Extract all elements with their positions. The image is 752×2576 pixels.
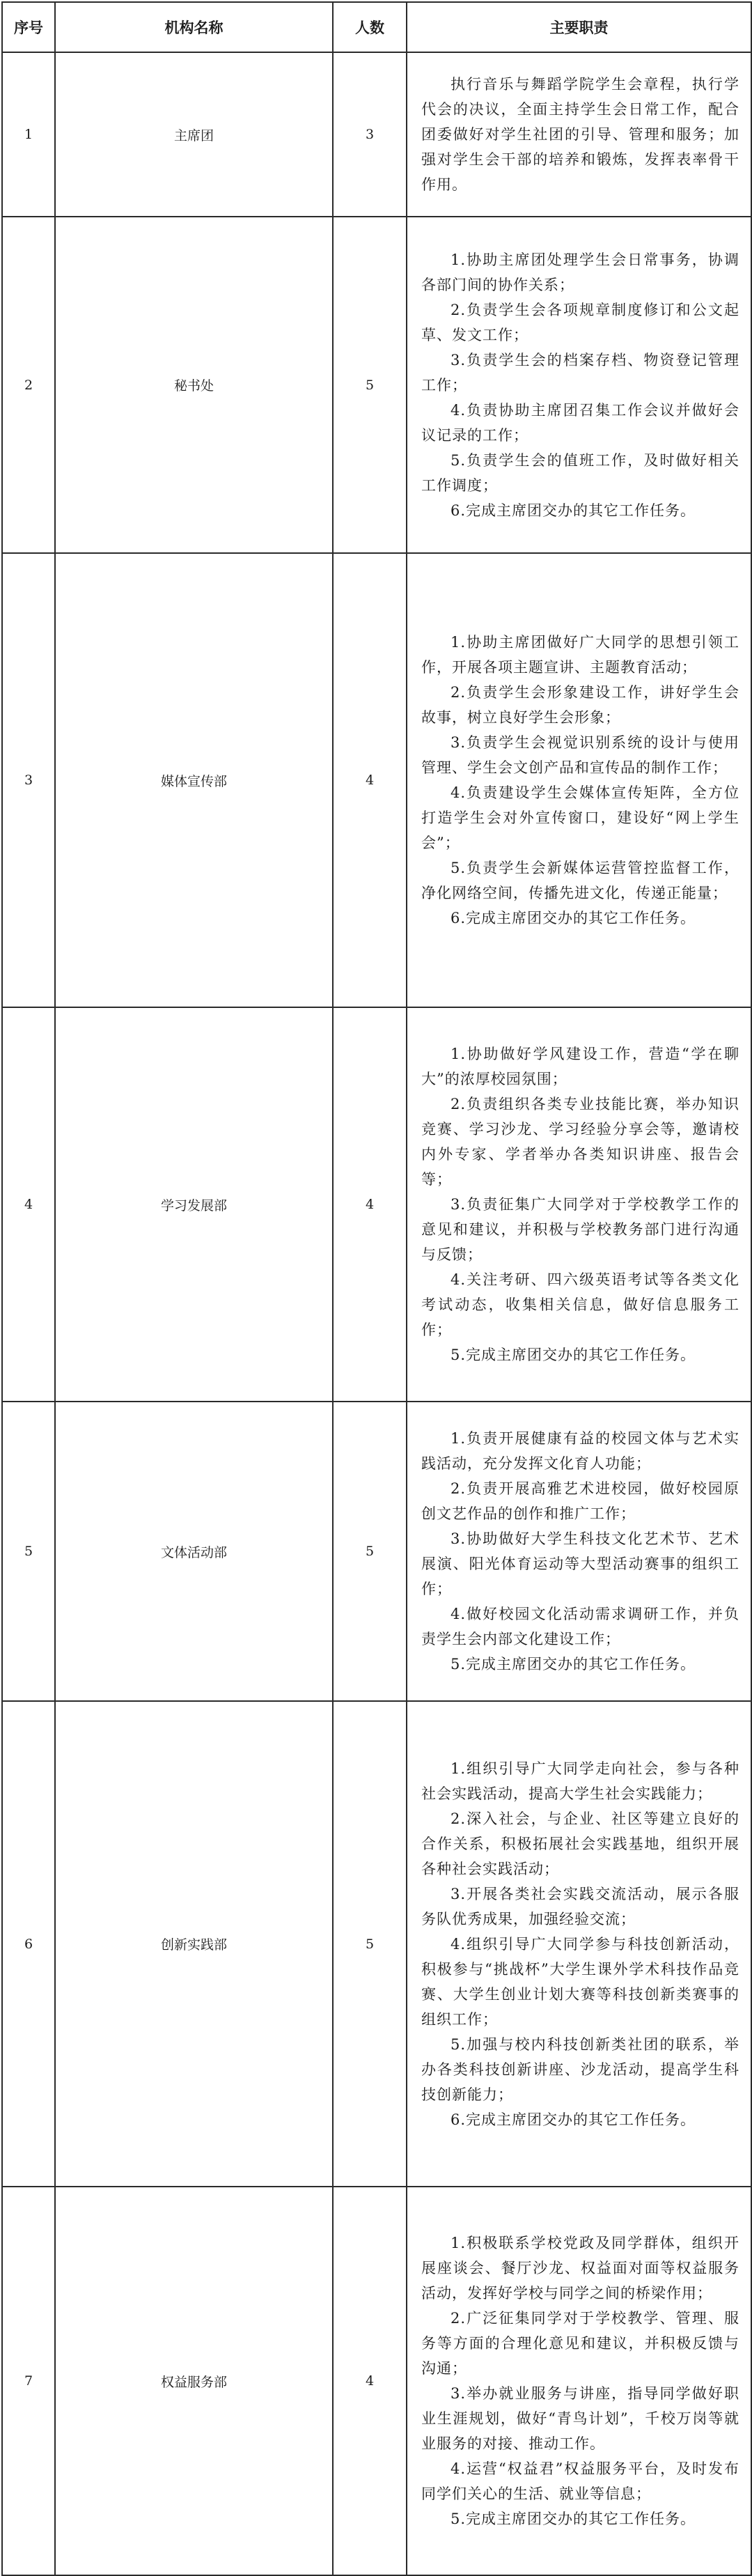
duty-item: 4.做好校园文化活动需求调研工作，并负责学生会内部文化建设工作； <box>421 1606 739 1647</box>
row-count: 4 <box>333 1007 407 1402</box>
duty-item: 2.负责开展高雅艺术进校园，做好校园原创文艺作品的创作和推广工作； <box>421 1480 739 1522</box>
row-duties <box>407 52 751 217</box>
row-index: 2 <box>2 217 55 553</box>
table-row <box>2 553 751 1007</box>
row-count: 4 <box>333 553 407 1007</box>
row-count: 5 <box>333 217 407 553</box>
row-org-name: 学习发展部 <box>55 1007 333 1402</box>
table-row <box>2 1402 751 1701</box>
row-count: 3 <box>333 52 407 217</box>
table-header-row <box>2 2 751 52</box>
duty-item: 1.负责开展健康有益的校园文体与艺术实践活动，充分发挥文化育人功能； <box>421 1430 739 1472</box>
table-row <box>2 1701 751 2187</box>
header-org-name: 机构名称 <box>55 2 333 52</box>
duty-item: 5.负责学生会新媒体运营管控监督工作，净化网络空间，传播先进文化，传递正能量； <box>421 860 739 901</box>
duty-item: 6.完成主席团交办的其它工作任务。 <box>451 502 696 519</box>
row-index: 6 <box>2 1701 55 2187</box>
duty-item: 1.积极联系学校党政及同学群体，组织开展座谈会、餐厅沙龙、权益面对面等权益服务活动，发挥好学校与同学之间的桥梁作用； <box>421 2235 739 2302</box>
table-row <box>2 217 751 553</box>
row-index: 1 <box>2 52 55 217</box>
duty-item: 2.深入社会，与企业、社区等建立良好的合作关系，积极拓展社会实践基地，组织开展各种社会实践活动； <box>421 1810 739 1877</box>
organization-duties-table <box>1 1 752 2576</box>
duty-item: 3.协助做好大学生科技文化艺术节、艺术展演、阳光体育运动等大型活动赛事的组织工作； <box>421 1530 739 1597</box>
header-count: 人数 <box>333 2 407 52</box>
row-count: 5 <box>333 1402 407 1701</box>
row-count: 5 <box>333 1701 407 2187</box>
table-row <box>2 2187 751 2575</box>
header-index: 序号 <box>2 2 55 52</box>
row-org-name: 媒体宣传部 <box>55 553 333 1007</box>
row-duties <box>407 1701 751 2187</box>
row-duties <box>407 217 751 553</box>
duty-item: 2.广泛征集同学对于学校教学、管理、服务等方面的合理化意见和建议，并积极反馈与沟通； <box>421 2310 739 2377</box>
duty-item: 3.开展各类社会实践交流活动，展示各服务队优秀成果，加强经验交流； <box>421 1885 739 1927</box>
table-row <box>2 52 751 217</box>
row-duties <box>407 1007 751 1402</box>
row-index: 3 <box>2 553 55 1007</box>
row-index: 7 <box>2 2187 55 2575</box>
row-duties <box>407 2187 751 2575</box>
row-index: 5 <box>2 1402 55 1701</box>
duty-item: 6.完成主席团交办的其它工作任务。 <box>451 910 696 926</box>
duty-item: 4.负责协助主席团召集工作会议并做好会议记录的工作； <box>421 401 739 444</box>
row-duties <box>407 1402 751 1701</box>
duty-item: 1.协助主席团做好广大同学的思想引领工作，开展各项主题宣讲、主题教育活动； <box>421 634 739 676</box>
duty-item: 5.负责学生会的值班工作，及时做好相关工作调度； <box>421 451 739 494</box>
duty-item: 5.完成主席团交办的其它工作任务。 <box>451 1347 696 1363</box>
row-org-name: 权益服务部 <box>55 2187 333 2575</box>
duty-item: 5.完成主席团交办的其它工作任务。 <box>451 1656 696 1673</box>
duty-item: 4.关注考研、四六级英语考试等各类文化考试动态，收集相关信息，做好信息服务工作； <box>421 1271 739 1338</box>
header-duties: 主要职责 <box>407 2 751 52</box>
duty-item: 2.负责学生会各项规章制度修订和公文起草、发文工作； <box>421 301 739 343</box>
row-index: 4 <box>2 1007 55 1402</box>
duty-item: 2.负责学生会形象建设工作，讲好学生会故事，树立良好学生会形象； <box>421 684 739 726</box>
row-org-name: 文体活动部 <box>55 1402 333 1701</box>
duty-item: 3.负责征集广大同学对于学校教学工作的意见和建议，并积极与学校教务部门进行沟通与反馈； <box>421 1196 739 1263</box>
duty-item: 执行音乐与舞蹈学院学生会章程，执行学代会的决议，全面主持学生会日常工作，配合团委做好对学生社团的引导、管理和服务；加强对学生会干部的培养和锻炼，发挥表率骨干作用。 <box>421 76 739 193</box>
row-duties <box>407 553 751 1007</box>
duty-item: 4.组织引导广大同学参与科技创新活动，积极参与“挑战杯”大学生课外学术科技作品竞赛、大学生创业计划大赛等科技创新类赛事的组织工作； <box>421 1935 739 2028</box>
duty-item: 1.协助做好学风建设工作，营造“学在聊大”的浓厚校园氛围； <box>421 1046 739 1087</box>
duty-item: 3.负责学生会的档案存档、物资登记管理工作； <box>421 351 739 394</box>
row-org-name: 主席团 <box>55 52 333 217</box>
table-row <box>2 1007 751 1402</box>
duty-item: 4.负责建设学生会媒体宣传矩阵，全方位打造学生会对外宣传窗口，建设好“网上学生会”； <box>421 784 739 851</box>
duty-item: 6.完成主席团交办的其它工作任务。 <box>451 2111 696 2128</box>
duty-item: 3.负责学生会视觉识别系统的设计与使用管理、学生会文创产品和宣传品的制作工作； <box>421 734 739 776</box>
duty-item: 2.负责组织各类专业技能比赛，举办知识竞赛、学习沙龙、学习经验分享会等，邀请校内外专家、学者举办各类知识讲座、报告会等； <box>421 1096 739 1188</box>
row-org-name: 秘书处 <box>55 217 333 553</box>
duty-item: 5.完成主席团交办的其它工作任务。 <box>451 2511 696 2527</box>
duty-item: 4.运营“权益君”权益服务平台，及时发布同学们关心的生活、就业等信息； <box>421 2460 739 2502</box>
row-count: 4 <box>333 2187 407 2575</box>
duty-item: 5.加强与校内科技创新类社团的联系，举办各类科技创新讲座、沙龙活动，提高学生科技创新能力； <box>421 2035 739 2103</box>
duty-item: 1.组织引导广大同学走向社会，参与各种社会实践活动，提高大学生社会实践能力； <box>421 1760 739 1802</box>
duty-item: 1.协助主席团处理学生会日常事务，协调各部门间的协作关系； <box>421 251 739 293</box>
duty-item: 3.举办就业服务与讲座，指导同学做好职业生涯规划，做好“青鸟计划”，千校万岗等就业服务的对接、推动工作。 <box>421 2385 739 2452</box>
row-org-name: 创新实践部 <box>55 1701 333 2187</box>
